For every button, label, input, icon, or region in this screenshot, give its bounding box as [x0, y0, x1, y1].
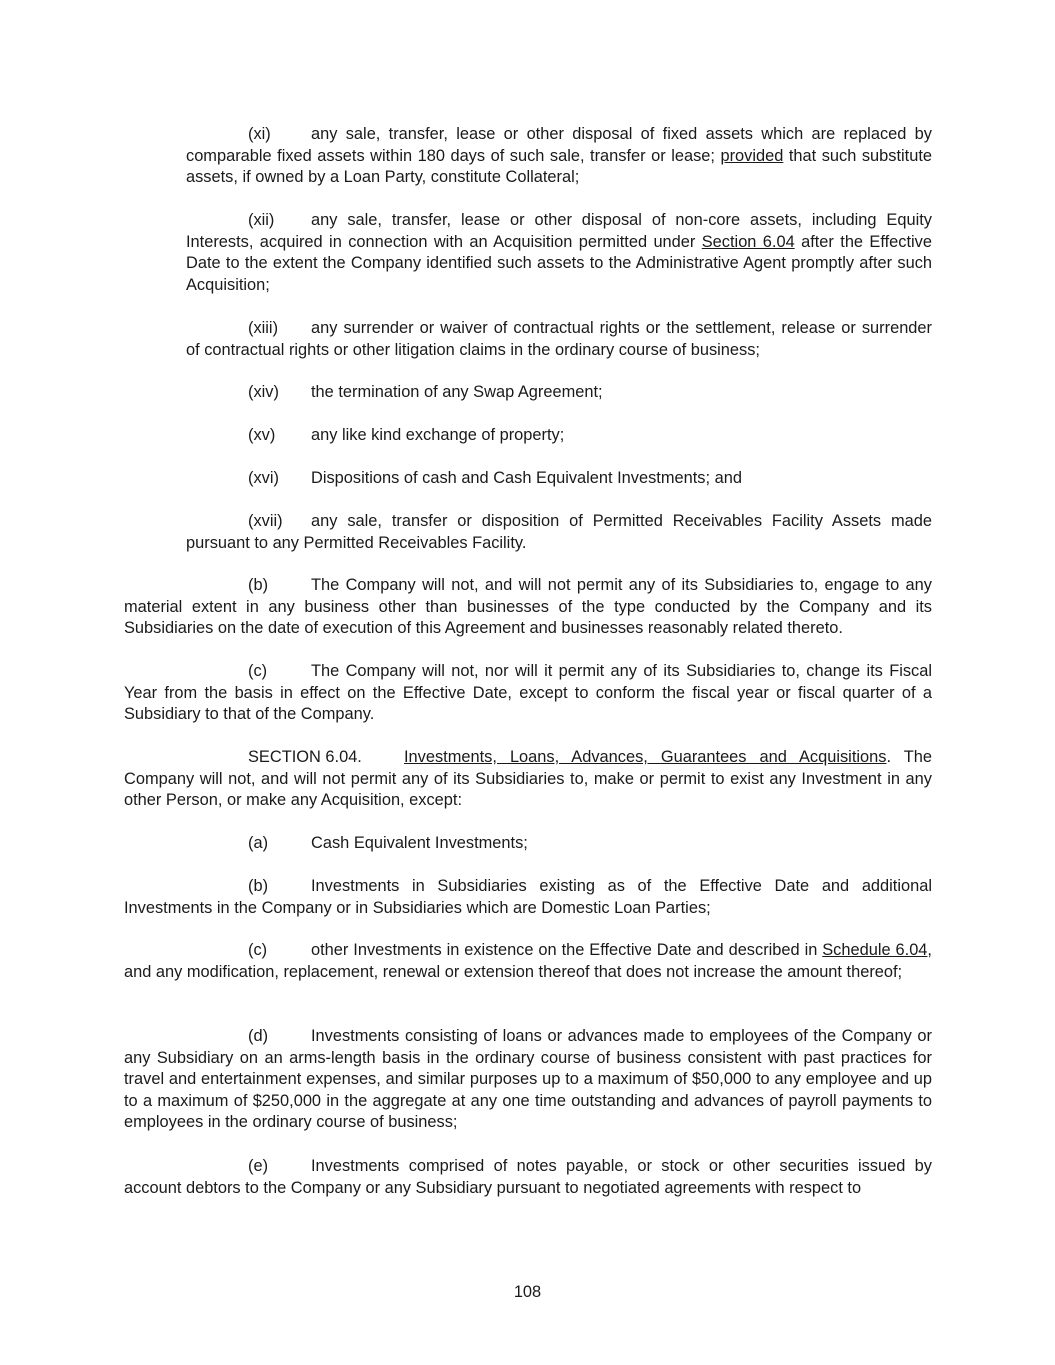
clause-label: (xii)	[248, 211, 275, 229]
clause-indent	[124, 1157, 248, 1175]
clause-e-notes-payable	[124, 1156, 932, 1199]
clause-text: Investments comprised of notes payable, or stock or other securities issued by account debtors to the Company or any Subsidiary pursuant to negotiated agreements with respect to	[124, 1157, 932, 1197]
clause-label: (d)	[248, 1027, 269, 1045]
clause-indent	[124, 748, 248, 766]
clause-b-subsidiaries	[124, 876, 932, 919]
clause-text: the termination of any Swap Agreement;	[311, 383, 603, 401]
schedule-reference: Schedule 6.04	[822, 941, 928, 959]
clause-xvii	[186, 511, 932, 554]
clause-indent	[124, 877, 248, 895]
clause-indent	[186, 125, 248, 143]
clause-text: any sale, transfer, lease or other disposal of non-core assets, including Equity Interests, acquired in connection with an Acquisition permitted under	[186, 211, 932, 251]
clause-text: any like kind exchange of property;	[311, 426, 565, 444]
clause-indent	[186, 319, 248, 337]
clause-indent	[124, 1027, 248, 1045]
clause-text-continued: , and any modification, replacement, renewal or extension thereof that does not increase the amount thereof;	[124, 941, 932, 981]
clause-a-cash-equivalent	[124, 833, 932, 855]
clause-indent	[124, 662, 248, 680]
clause-label: (c)	[248, 941, 268, 959]
clause-label: (xv)	[248, 426, 276, 444]
clause-text: Investments in Subsidiaries existing as of the Effective Date and additional Investments in the Company or in Subsidiaries which are Domestic Loan Parties;	[124, 877, 932, 917]
clause-indent	[186, 383, 248, 401]
clause-text: other Investments in existence on the Effective Date and described in	[311, 941, 823, 959]
clause-xiii	[186, 318, 932, 361]
clause-xi	[186, 124, 932, 189]
section-heading: Investments, Loans, Advances, Guarantees and Acquisitions	[404, 748, 887, 766]
section-number: SECTION 6.04.	[248, 748, 362, 766]
clause-text-continued: that such substitute assets, if owned by a Loan Party, constitute Collateral;	[186, 146, 933, 187]
clause-xiv	[186, 382, 932, 404]
clause-text: any surrender or waiver of contractual rights or the settlement, release or surrender of contractual rights or other litigation claims in the ordinary course of business;	[186, 319, 932, 359]
clause-label: (xiv)	[248, 383, 279, 401]
clause-label: (xvi)	[248, 469, 279, 487]
clause-xvi	[186, 468, 932, 490]
clause-xii	[186, 210, 932, 296]
clause-c-fiscal-year	[124, 661, 932, 726]
clause-label: (xvii)	[248, 512, 283, 530]
clause-text: Investments consisting of loans or advances made to employees of the Company or any Subsidiary on an arms-length basis in the ordinary course of business consistent with past practices for travel and entertainment expenses, and similar purposes up to a maximum of $50,000 to any employee and up to a maximum of $250,000 in the aggregate at any one time outstanding and advances of payroll payments to employees in the ordinary course of business;	[124, 1027, 932, 1132]
section-6-04	[124, 747, 932, 812]
clause-indent	[186, 426, 248, 444]
defined-term-provided: provided	[720, 146, 784, 165]
clause-label: (a)	[248, 834, 269, 852]
clause-label: (b)	[248, 877, 269, 895]
clause-b-business	[124, 575, 932, 640]
clause-label: (xi)	[248, 125, 271, 143]
clause-label: (e)	[248, 1157, 269, 1175]
clause-label: (xiii)	[248, 319, 279, 337]
clause-text-continued: after the Effective Date to the extent the Company identified such assets to the Administrative Agent promptly after such Acquisition;	[186, 232, 932, 294]
clause-d-employee-loans	[124, 1026, 932, 1134]
clause-label: (c)	[248, 662, 268, 680]
clause-indent	[186, 512, 248, 530]
clause-text: any sale, transfer or disposition of Permitted Receivables Facility Assets made pursuant to any Permitted Receivables Facility.	[186, 512, 932, 552]
page-number: 108	[513, 1283, 542, 1301]
clause-text: The Company will not, nor will it permit any of its Subsidiaries to, change its Fiscal Year from the basis in effect on the Effective Date, except to conform the fiscal year or fiscal quarter of a Subsidiary to that of the Company.	[124, 662, 932, 724]
clause-c-other-investments	[124, 940, 932, 983]
clause-text: The Company will not, and will not permit any of its Subsidiaries to, engage to any material extent in any business other than businesses of the type conducted by the Company and its Subsidiaries on the date of execution of this Agreement and businesses reasonably related thereto.	[124, 576, 932, 638]
clause-label: (b)	[248, 576, 269, 594]
section-text: . The Company will not, and will not permit any of its Subsidiaries to, make or permit to exist any Investment in any other Person, or make any Acquisition, except:	[124, 748, 932, 810]
clause-indent	[186, 211, 248, 229]
clause-indent	[124, 576, 248, 594]
section-reference: Section 6.04	[701, 232, 795, 251]
clause-text: Cash Equivalent Investments;	[311, 834, 528, 852]
clause-text: any sale, transfer, lease or other disposal of fixed assets which are replaced by comparable fixed assets within 180 days of such sale, transfer or lease;	[186, 125, 932, 165]
clause-indent	[186, 469, 248, 487]
clause-indent	[124, 834, 248, 852]
clause-xv	[186, 425, 932, 447]
clause-text: Dispositions of cash and Cash Equivalent Investments; and	[311, 469, 742, 487]
clause-indent	[124, 941, 248, 959]
